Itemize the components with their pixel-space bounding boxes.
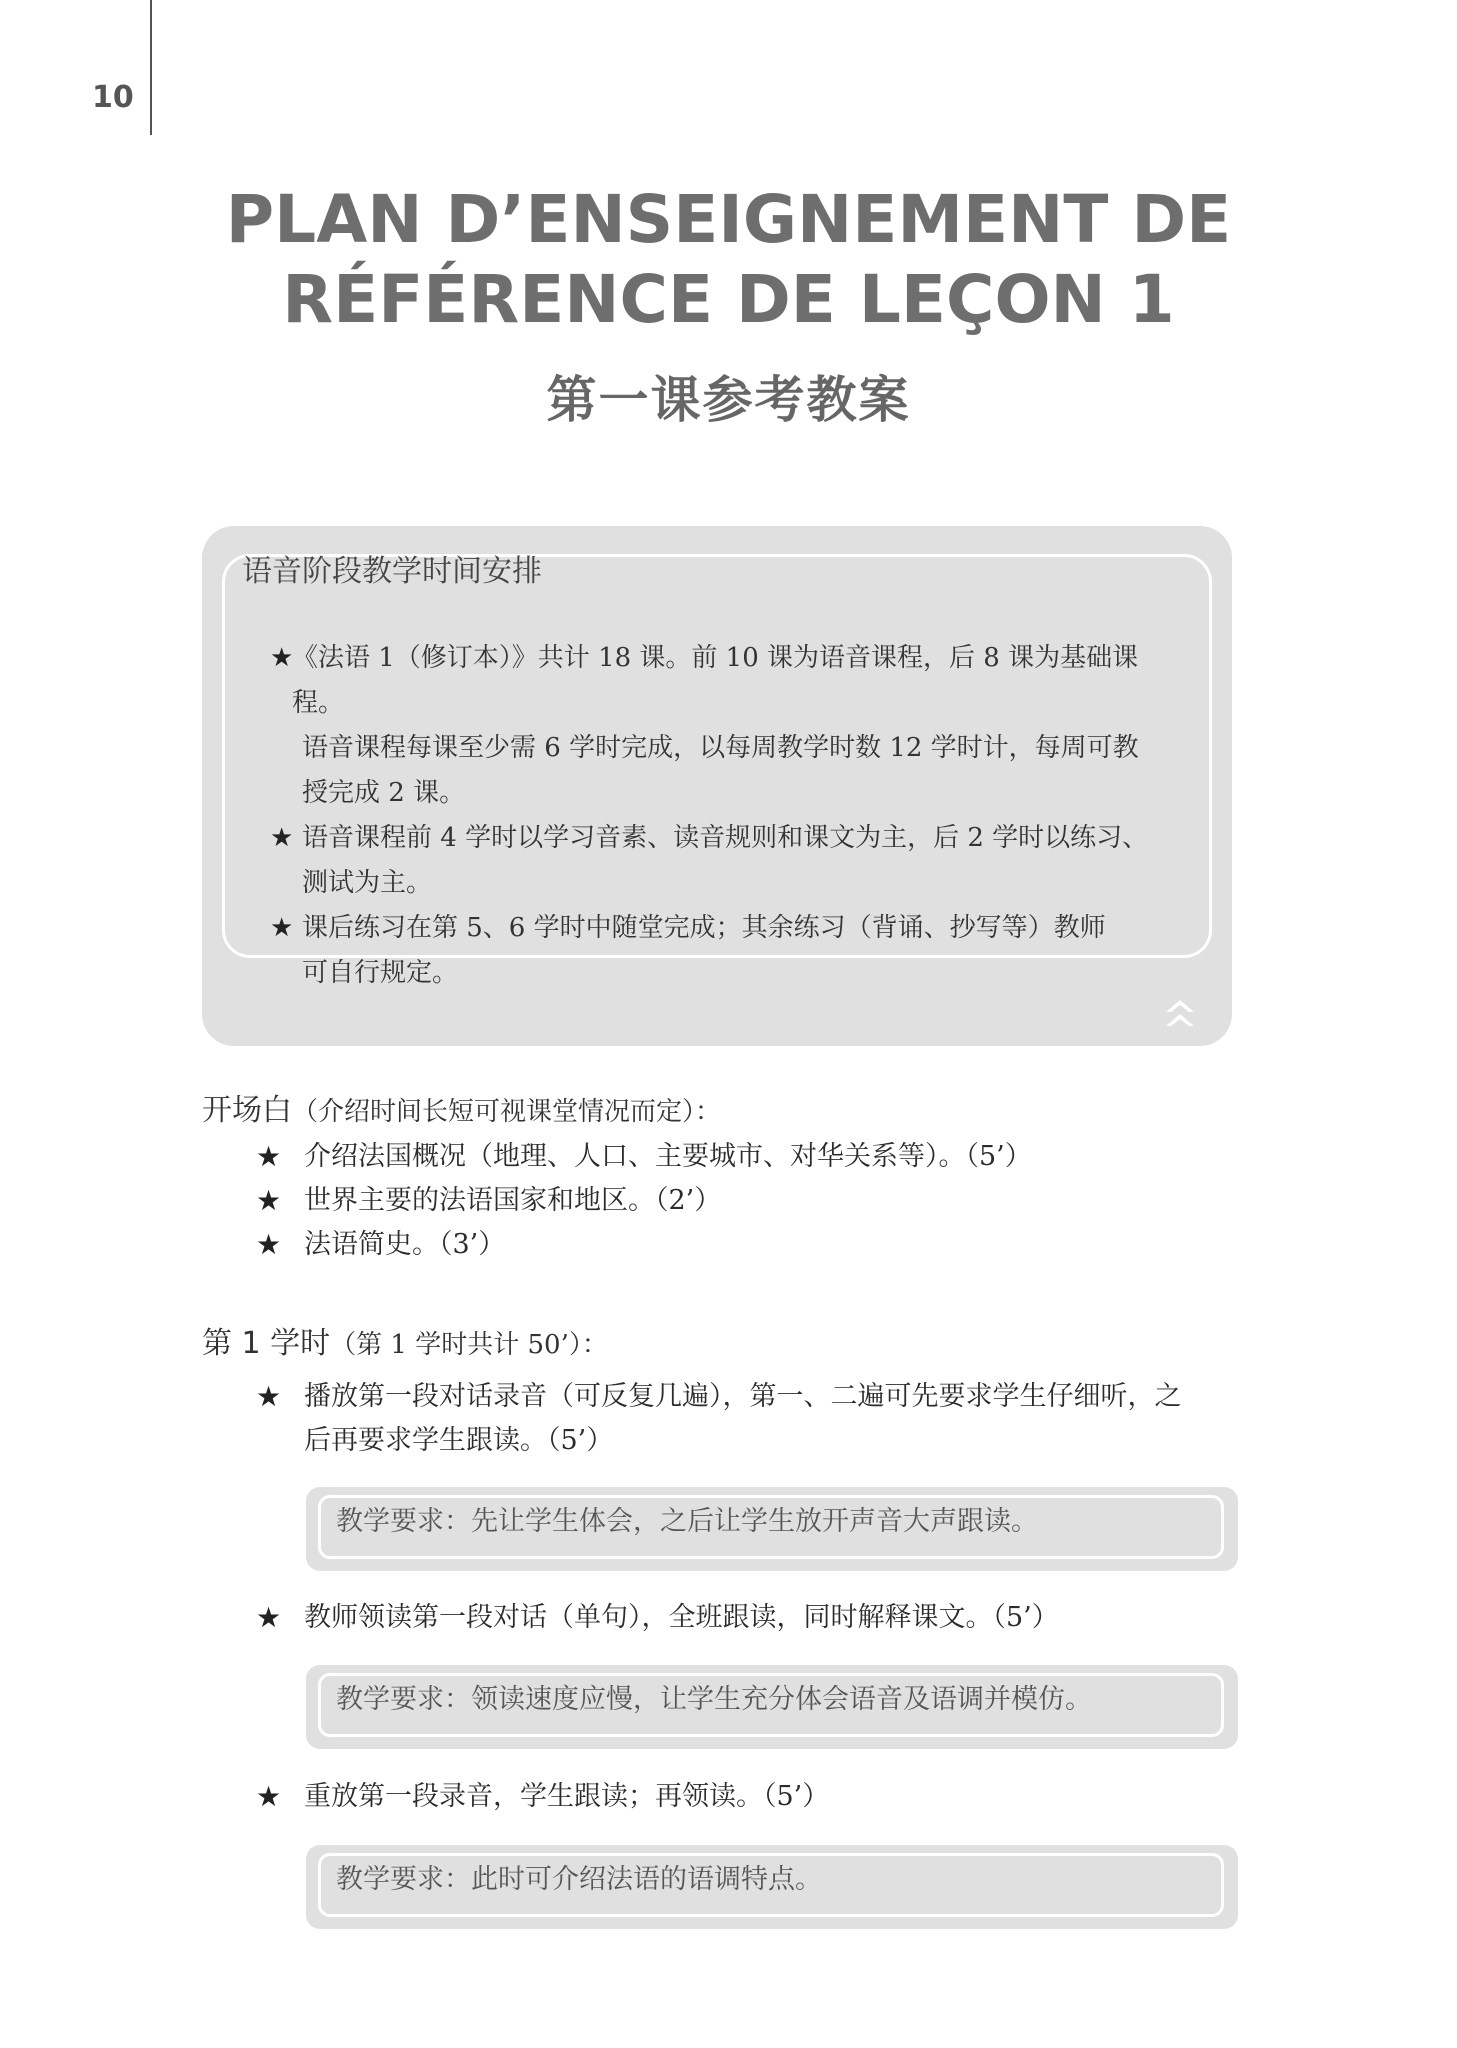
schedule-box: [202, 526, 1232, 1046]
star-icon: ★: [270, 913, 294, 943]
opening-heading: 开场白（介绍时间长短可视课堂情况而定）：: [202, 1093, 722, 1128]
hour1-heading: 第 1 学时（第 1 学时共计 50’）：: [202, 1326, 608, 1361]
list-item: ★ 法语简史。（3’）: [256, 1223, 1246, 1267]
star-icon: ★: [256, 1140, 282, 1173]
list-item: ★ 世界主要的法语国家和地区。（2’）: [256, 1179, 1246, 1223]
schedule-list: [270, 636, 1170, 996]
requirement-box: [306, 1487, 1238, 1571]
title-line-2: RÉFÉRENCE DE LEÇON 1: [282, 261, 1175, 338]
double-chevron-up-icon: [1164, 996, 1196, 1030]
hour1-step-1: [256, 1375, 1246, 1463]
requirement-text: 教学要求：此时可介绍法语的语调特点。: [336, 1864, 822, 1895]
requirement-box: [306, 1665, 1238, 1749]
title-line-1: PLAN D’ENSEIGNEMENT DE: [225, 181, 1232, 258]
star-icon: ★: [256, 1228, 282, 1261]
requirement-text: 教学要求：先让学生体会，之后让学生放开声音大声跟读。: [336, 1506, 1038, 1537]
schedule-item: ★ 语音课程前 4 学时以学习音素、读音规则和课文为主，后 2 学时以练习、 测试为主。: [270, 816, 1170, 906]
page-rule: [150, 0, 152, 135]
star-icon: ★: [256, 1780, 282, 1813]
list-item: ★ 播放第一段对话录音（可反复几遍），第一、二遍可先要求学生仔细听，之 后再要求学生跟读。（5’）: [256, 1375, 1246, 1463]
list-item: ★ 介绍法国概况（地理、人口、主要城市、对华关系等）。（5’）: [256, 1135, 1246, 1179]
schedule-item: ★ 《法语 1（修订本）》共计 18 课。前 10 课为语音课程，后 8 课为基础课程。 语音课程每课至少需 6 学时完成，以每周教学时数 12 学时计，每周可教 授完成 2 课。: [270, 636, 1170, 816]
schedule-title: 语音阶段教学时间安排: [242, 554, 542, 589]
page-title-chinese: 第一课参考教案: [546, 370, 911, 429]
requirement-text: 教学要求：领读速度应慢，让学生充分体会语音及语调并模仿。: [336, 1684, 1092, 1715]
page-title-french: [0, 180, 1457, 340]
star-icon: ★: [256, 1184, 282, 1217]
requirement-box: [306, 1845, 1238, 1929]
star-icon: ★: [256, 1601, 282, 1634]
list-item: ★ 重放第一段录音，学生跟读；再领读。（5’）: [256, 1775, 1246, 1819]
page-number: 10: [92, 80, 134, 115]
star-icon: ★: [270, 823, 294, 853]
opening-list: [256, 1135, 1246, 1267]
list-item: ★ 教师领读第一段对话（单句），全班跟读，同时解释课文。（5’）: [256, 1596, 1246, 1640]
schedule-item: ★ 课后练习在第 5、6 学时中随堂完成；其余练习（背诵、抄写等）教师 可自行规定。: [270, 906, 1170, 996]
hour1-step-2: [256, 1596, 1246, 1640]
hour1-step-3: [256, 1775, 1246, 1819]
star-icon: ★: [270, 643, 294, 673]
star-icon: ★: [256, 1380, 282, 1413]
